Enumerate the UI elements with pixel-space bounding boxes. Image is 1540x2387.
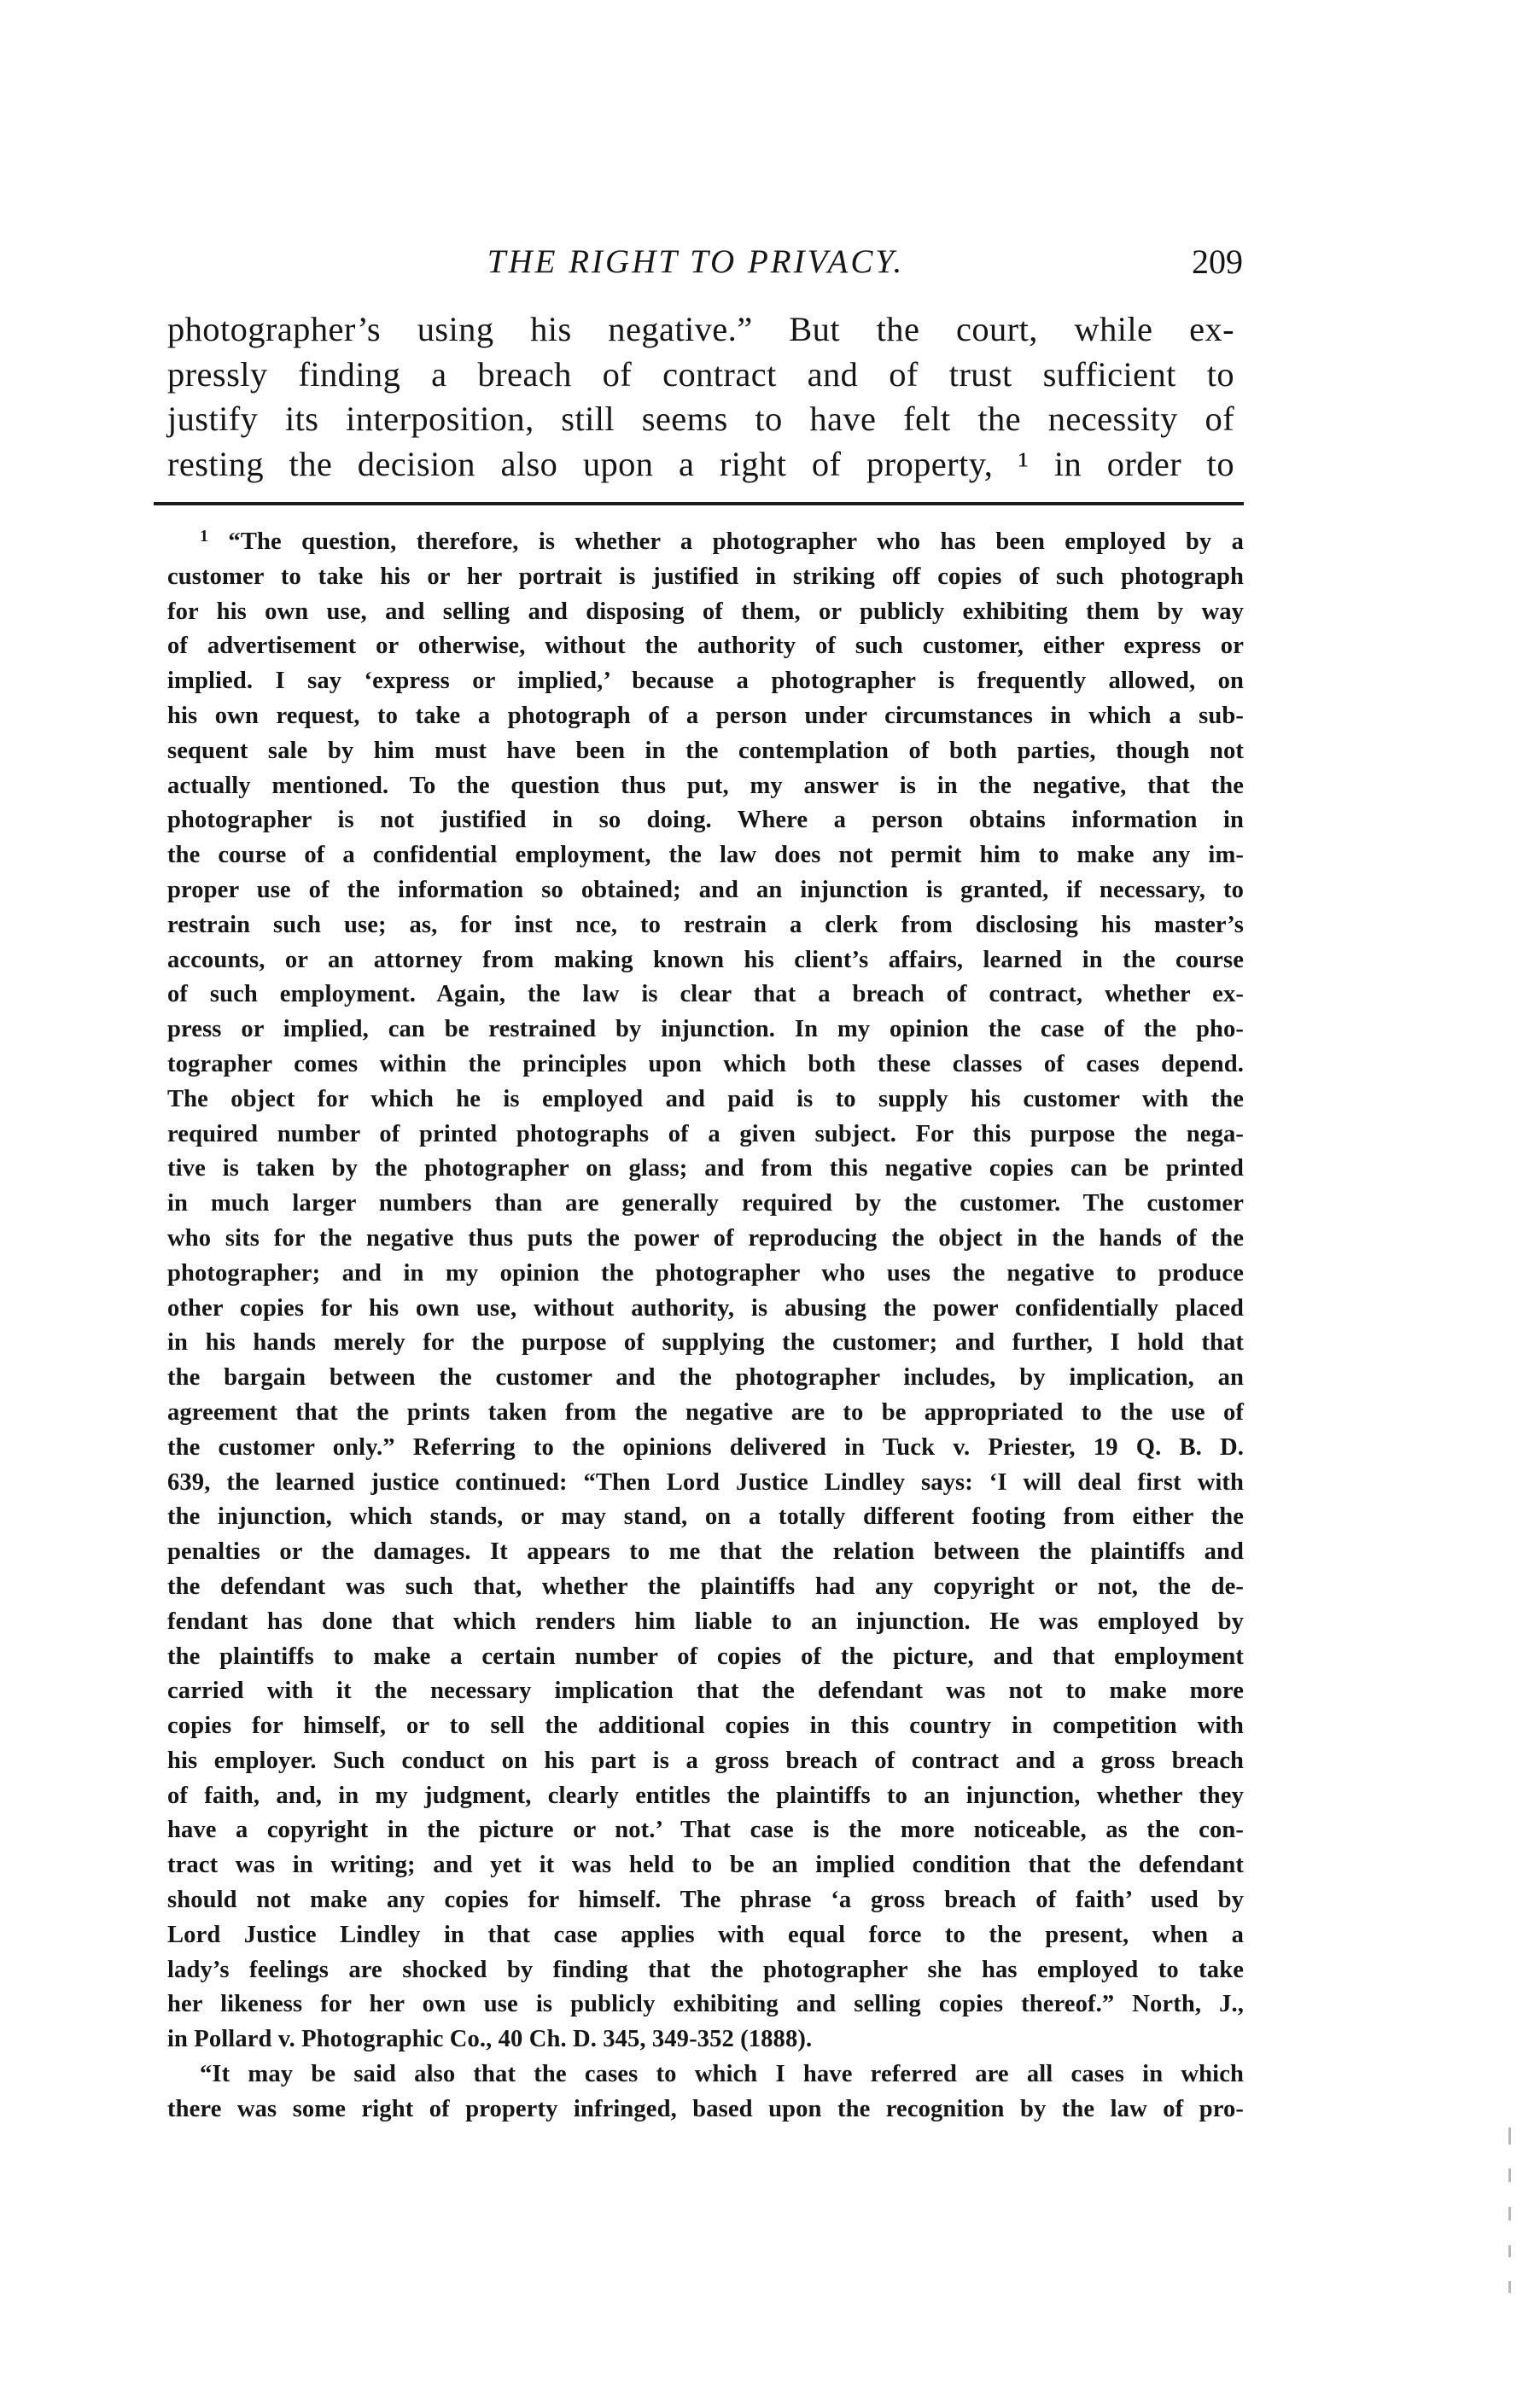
footnote-line: in Pollard v. Photographic Co., 40 Ch. D. 345, 349-352 (1888).	[167, 2026, 813, 2053]
scan-artifact-mark	[1508, 2281, 1511, 2293]
footnote-line-text: “The question, therefore, is whether a photographer who has been employed by a	[228, 528, 1245, 555]
footnote-line: proper use of the information so obtained; and an injunction is granted, if necessary, to	[167, 876, 1244, 903]
footnote-line: required number of printed photographs of a given subject. For this purpose the nega-	[167, 1120, 1244, 1147]
footnote-block	[167, 519, 1244, 2127]
footnote-line: of advertisement or otherwise, without the authority of such customer, either express or	[167, 633, 1244, 660]
scan-artifact-mark	[1508, 2127, 1511, 2145]
footnote-line: other copies for his own use, without authority, is abusing the power confidentially placed	[167, 1294, 1244, 1322]
footnote-line: the injunction, which stands, or may stand, on a totally different footing from either the	[167, 1503, 1244, 1531]
footnote-line: lady’s feelings are shocked by finding that the photographer she has employed to take	[167, 1956, 1244, 1983]
footnote-line: press or implied, can be restrained by injunction. In my opinion the case of the pho-	[167, 1016, 1244, 1043]
footnote-line: the customer only.” Referring to the opinions delivered in Tuck v. Priester, 19 Q. B. D.	[167, 1433, 1244, 1461]
footnote-line: in his hands merely for the purpose of supplying the customer; and further, I hold that	[167, 1329, 1244, 1357]
footnote-line: copies for himself, or to sell the additional copies in this country in competition with	[167, 1713, 1244, 1740]
footnote-line: tographer comes within the principles upon which both these classes of cases depend.	[167, 1050, 1244, 1077]
footnote-line: 639, the learned justice continued: “Then Lord Justice Lindley says: ‘I will deal first with	[167, 1468, 1244, 1496]
footnote-line-first	[167, 519, 1244, 560]
footnote-line: photographer is not justified in so doing. Where a person obtains information in	[167, 807, 1244, 834]
footnote-line: of such employment. Again, the law is clear that a breach of contract, whether ex-	[167, 981, 1244, 1008]
body-line: pressly finding a breach of contract and of trust sufficient to	[167, 354, 1234, 394]
footnote-rule	[154, 502, 1244, 505]
footnote-line: his own request, to take a photograph of a person under circumstances in which a sub-	[167, 702, 1244, 729]
footnote-line: photographer; and in my opinion the photographer who uses the negative to produce	[167, 1259, 1244, 1287]
body-line: resting the decision also upon a right of property, ¹ in order to	[167, 444, 1234, 483]
footnote-line: fendant has done that which renders him liable to an injunction. He was employed by	[167, 1608, 1244, 1635]
running-title: THE RIGHT TO PRIVACY.	[487, 243, 905, 280]
scan-artifact-mark	[1508, 2207, 1511, 2221]
footnote-line: “It may be said also that the cases to which I have referred are all cases in which	[200, 2061, 1244, 2088]
footnote-line: in much larger numbers than are generally required by the customer. The customer	[167, 1190, 1244, 1217]
footnote-line: tive is taken by the photographer on glass; and from this negative copies can be printed	[167, 1155, 1244, 1182]
footnote-line: her likeness for her own use is publicly exhibiting and selling copies thereof.” North, J.,	[167, 1991, 1244, 2018]
scan-artifact-mark	[1508, 2245, 1511, 2257]
footnote-line: accounts, or an attorney from making known his client’s affairs, learned in the course	[167, 946, 1244, 973]
footnote-line: implied. I say ‘express or implied,’ because a photographer is frequently allowed, on	[167, 668, 1244, 695]
body-line: photographer’s using his negative.” But the court, while ex-	[167, 310, 1234, 348]
footnote-line: of faith, and, in my judgment, clearly entitles the plaintiffs to an injunction, whether they	[167, 1782, 1244, 1809]
body-paragraph	[167, 307, 1234, 487]
footnote-line: tract was in writing; and yet it was held to be an implied condition that the defendant	[167, 1852, 1244, 1879]
footnote-line: agreement that the prints taken from the negative are to be appropriated to the use of	[167, 1398, 1244, 1426]
scan-artifact-mark	[1508, 2168, 1511, 2182]
footnote-marker: 1	[200, 527, 209, 546]
footnote-line: carried with it the necessary implication that the defendant was not to make more	[167, 1678, 1244, 1705]
footnote-line: actually mentioned. To the question thus put, my answer is in the negative, that the	[167, 772, 1244, 799]
footnote-line: have a copyright in the picture or not.’ That case is the more noticeable, as the con-	[167, 1817, 1244, 1844]
running-head	[162, 241, 1243, 283]
footnote-line: for his own use, and selling and disposing of them, or publicly exhibiting them by way	[167, 598, 1244, 625]
footnote-line: Lord Justice Lindley in that case applies with equal force to the present, when a	[167, 1921, 1244, 1948]
footnote-line: restrain such use; as, for inst nce, to restrain a clerk from disclosing his master’s	[167, 911, 1244, 938]
footnote-line: the plaintiffs to make a certain number of copies of the picture, and that employment	[167, 1643, 1244, 1670]
footnote-line: there was some right of property infringed, based upon the recognition by the law of pro-	[167, 2095, 1244, 2122]
footnote-line: the defendant was such that, whether the plaintiffs had any copyright or not, the de-	[167, 1573, 1244, 1600]
footnote-line: the course of a confidential employment, the law does not permit him to make any im-	[167, 842, 1244, 869]
footnote-line: who sits for the negative thus puts the power of reproducing the object in the hands of the	[167, 1224, 1244, 1252]
page-number: 209	[1192, 242, 1243, 281]
footnote-line: should not make any copies for himself. The phrase ‘a gross breach of faith’ used by	[167, 1887, 1244, 1914]
footnote-line: his employer. Such conduct on his part is a gross breach of contract and a gross breach	[167, 1747, 1244, 1774]
footnote-line: penalties or the damages. It appears to me that the relation between the plaintiffs and	[167, 1538, 1244, 1566]
footnote-line: The object for which he is employed and paid is to supply his customer with the	[167, 1085, 1244, 1112]
footnote-line: customer to take his or her portrait is justified in striking off copies of such photograph	[167, 563, 1244, 590]
footnote-line: the bargain between the customer and the photographer includes, by implication, an	[167, 1364, 1244, 1392]
body-line: justify its interposition, still seems to have felt the necessity of	[167, 400, 1234, 438]
footnote-line: sequent sale by him must have been in the contemplation of both parties, though not	[167, 737, 1244, 764]
